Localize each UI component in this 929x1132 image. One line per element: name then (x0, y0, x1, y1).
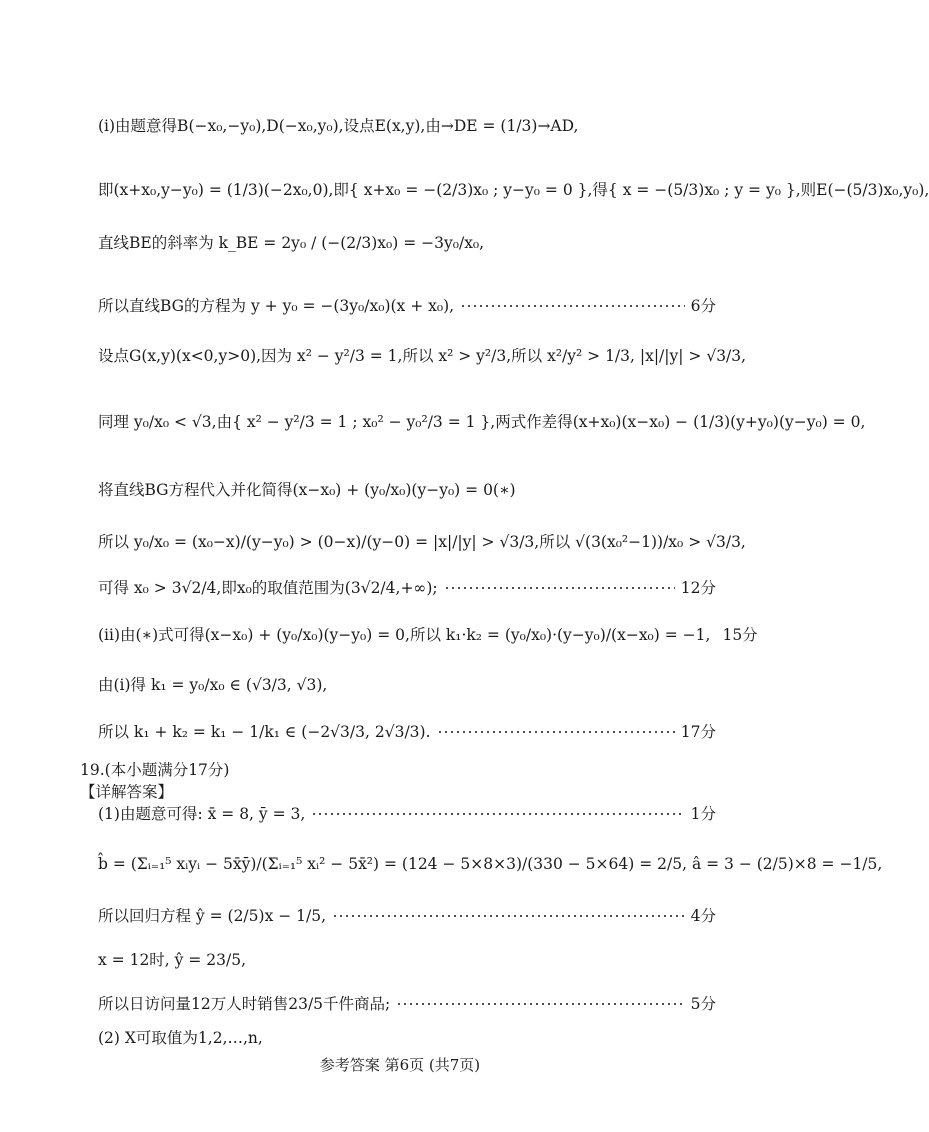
text-line: 由(ⅰ)得 k₁ = y₀/x₀ ∈ (√3/3, √3), (98, 676, 328, 694)
scored-line (98, 578, 716, 598)
text-line: 直线BE的斜率为 k_BE = 2y₀ / (−(2/3)x₀) = −3y₀/x₀, (98, 234, 485, 252)
dot-leader (444, 587, 675, 589)
dot-leader (332, 915, 685, 917)
section-heading: 【详解答案】 (80, 783, 174, 801)
text-line: 将直线BG方程代入并化简得(x−x₀) + (y₀/x₀)(y−y₀) = 0(∗) (98, 481, 516, 499)
score-label: 12分 (680, 579, 716, 597)
scored-line (98, 906, 716, 926)
scored-line (98, 722, 716, 742)
text-line: 即(x+x₀,y−y₀) = (1/3)(−2x₀,0),即{ x+x₀ = −(2/3)x₀ ; y−y₀ = 0 },得{ x = −(5/3)x₀ ; y = y₀ },则E(−(5/3)x₀,y₀), (98, 181, 929, 199)
line-text: 所以直线BG的方程为 y + y₀ = −(3y₀/x₀)(x + x₀), (98, 297, 455, 315)
score-label: 17分 (680, 723, 716, 741)
score-label: 4分 (690, 907, 716, 925)
line-text: 所以 k₁ + k₂ = k₁ − 1/k₁ ∈ (−2√3/3, 2√3/3). (98, 723, 431, 741)
scored-line (98, 994, 716, 1014)
line-text: 所以日访问量12万人时销售23/5千件商品; (98, 995, 391, 1013)
dot-leader (311, 813, 684, 815)
text-line: 同理 y₀/x₀ < √3,由{ x² − y²/3 = 1 ; x₀² − y₀²/3 = 1 },两式作差得(x+x₀)(x−x₀) − (1/3)(y+y₀)(y−y₀) = 0, (98, 413, 866, 431)
text-line: 设点G(x,y)(x<0,y>0),因为 x² − y²/3 = 1,所以 x² > y²/3,所以 x²/y² > 1/3, |x|/|y| > √3/3, (98, 347, 747, 365)
dot-leader (437, 731, 675, 733)
scored-line (98, 625, 758, 645)
text-line: b̂ = (Σᵢ₌₁⁵ xᵢyᵢ − 5x̄ȳ)/(Σᵢ₌₁⁵ xᵢ² − 5x̄²) = (124 − 5×8×3)/(330 − 5×64) = 2/5, â = 3 − (2/5)×8 = −1/5, (98, 855, 883, 873)
page-footer: 参考答案 第6页 (共7页) (319, 1056, 481, 1074)
line-text: (ⅱ)由(∗)式可得(x−x₀) + (y₀/x₀)(y−y₀) = 0,所以 k₁·k₂ = (y₀/x₀)·(y−y₀)/(x−x₀) = −1, (98, 626, 711, 644)
line-text: 所以回归方程 ŷ = (2/5)x − 1/5, (98, 907, 327, 925)
line-text: (1)由题意可得: x̄ = 8, ȳ = 3, (98, 805, 306, 823)
question-heading: 19.(本小题满分17分) (80, 761, 230, 779)
score-label: 1分 (690, 805, 716, 823)
text-line: 所以 y₀/x₀ = (x₀−x)/(y−y₀) > (0−x)/(y−0) = |x|/|y| > √3/3,所以 √(3(x₀²−1))/x₀ > √3/3, (98, 533, 746, 551)
dot-leader (460, 305, 685, 307)
scored-line (98, 296, 716, 316)
score-label: 5分 (690, 995, 716, 1013)
score-label: 6分 (690, 297, 716, 315)
line-text: 可得 x₀ > 3√2/4,即x₀的取值范围为(3√2/4,+∞); (98, 579, 438, 597)
text-line: (2) X可取值为1,2,…,n, (98, 1029, 263, 1047)
dot-leader (396, 1003, 684, 1005)
scored-line (98, 804, 716, 824)
text-line: x = 12时, ŷ = 23/5, (98, 951, 246, 969)
text-line: (ⅰ)由题意得B(−x₀,−y₀),D(−x₀,y₀),设点E(x,y),由→DE = (1/3)→AD, (98, 117, 579, 135)
score-label: 15分 (722, 626, 758, 644)
